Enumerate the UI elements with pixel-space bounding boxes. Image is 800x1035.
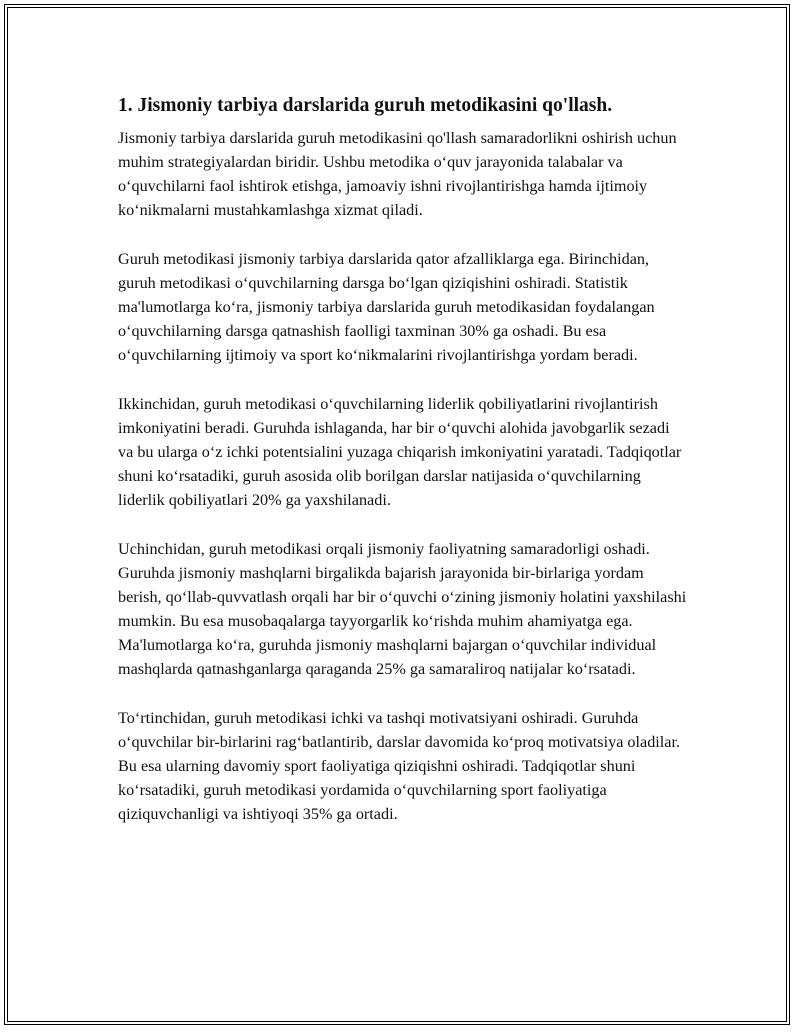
document-title: 1. Jismoniy tarbiya darslarida guruh metodikasini qo'llash. — [118, 95, 613, 116]
paragraph-first-advantage: Guruh metodikasi jismoniy tarbiya darslarida qator afzalliklarga ega. Birinchidan, guruh metodikasi o‘quvchilarning darsga bo‘lgan qiziqishini oshiradi. Statistik ma'lumotlarga ko‘ra, jismoniy tarbiya darslarida guruh metodikasidan foydalangan o‘quvchilarning darsga qatnashish faolligi taxminan 30% ga oshadi. Bu esa o‘quvchilarning ijtimoiy va sport ko‘nikmalarini rivojlantirishga yordam beradi. — [118, 250, 655, 364]
paragraph-fourth-advantage: To‘rtinchidan, guruh metodikasi ichki va tashqi motivatsiyani oshiradi. Guruhda o‘quvchilar bir-birlarini rag‘batlantirib, darslar davomida ko‘proq motivatsiya oladilar. Bu esa ularning davomiy sport faoliyatiga qiziqishni oshiradi. Tadqiqotlar shuni ko‘rsatadiki, guruh metodikasi yordamida o‘quvchilarning sport faoliyatiga qiziquvchanligi va ishtiyoqi 35% ga ortadi. — [118, 709, 681, 823]
document-body — [118, 92, 688, 851]
paragraph-second-advantage: Ikkinchidan, guruh metodikasi o‘quvchilarning liderlik qobiliyatlarini rivojlantirish imkoniyatini beradi. Guruhda ishlaganda, har bir o‘quvchi alohida javobgarlik sezadi va bu ularga o‘z ichki potentsialini yuzaga chiqarish imkoniyatini yaratadi. Tadqiqotlar shuni ko‘rsatadiki, guruh asosida olib borilgan darslar natijasida o‘quvchilarning liderlik qobiliyatlari 20% ga yaxshilanadi. — [118, 395, 682, 509]
paragraph-third-advantage: Uchinchidan, guruh metodikasi orqali jismoniy faoliyatning samaradorligi oshadi. Guruhda jismoniy mashqlarni birgalikda bajarish jarayonida bir-birlariga yordam berish, qo‘llab-quvvatlash orqali har bir o‘quvchi o‘zining jismoniy holatini yaxshilashi mumkin. Bu esa musobaqalarga tayyorgarlik ko‘rishda muhim ahamiyatga ega. Ma'lumotlarga ko‘ra, guruhda jismoniy mashqlarni bajargan o‘quvchilar individual mashqlarda qatnashganlarga qaraganda 25% ga samaraliroq natijalar ko‘rsatadi. — [118, 540, 687, 678]
paragraph-intro: Jismoniy tarbiya darslarida guruh metodikasini qo'llash samaradorlikni oshirish uchun muhim strategiyalardan biridir. Ushbu metodika o‘quv jarayonida talabalar va o‘quvchilarni faol ishtirok etishga, jamoaviy ishni rivojlantirishga hamda ijtimoiy ko‘nikmalarni mustahkamlashga xizmat qiladi. — [118, 129, 677, 219]
